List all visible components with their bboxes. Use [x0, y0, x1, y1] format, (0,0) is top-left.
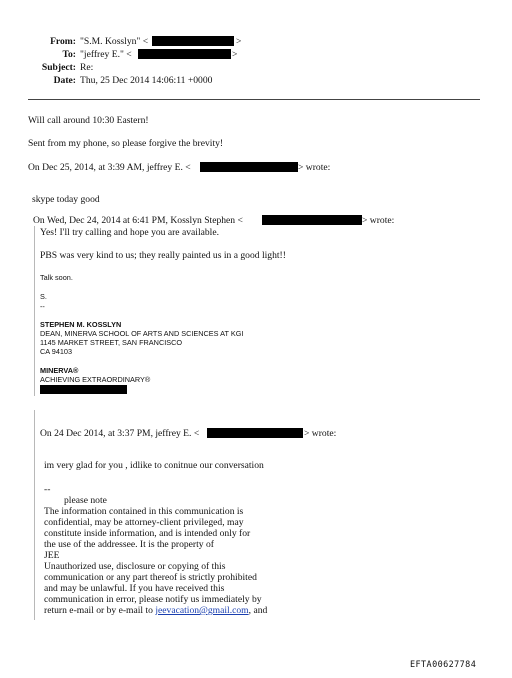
to-close-bracket: > [232, 49, 238, 60]
date-value: Thu, 25 Dec 2014 14:06:11 +0000 [80, 75, 213, 86]
sig-initial: S. [40, 292, 47, 301]
disclaimer-last-line [44, 605, 267, 616]
disclaimer-line: the use of the addressee. It is the property of [44, 539, 214, 550]
quote-bar [34, 226, 35, 396]
quote-header-2-suffix: > wrote: [362, 215, 395, 226]
disclaimer-line: confidential, may be attorney-client privileged, may [44, 517, 244, 528]
sig-title: DEAN, MINERVA SCHOOL OF ARTS AND SCIENCES AT KGI [40, 329, 244, 338]
disclaimer-line: The information contained in this communication is [44, 506, 244, 517]
body-line-glad: im very glad for you , idlike to conitnue our conversation [44, 460, 264, 471]
disclaimer-line: Unauthorized use, disclosure or copying of this [44, 561, 226, 572]
sig-address-2: CA 94103 [40, 347, 73, 356]
sig-dash: -- [40, 302, 45, 311]
body-line-yes: Yes! I'll try calling and hope you are available. [40, 227, 219, 238]
email-link[interactable]: jeevacation@gmail.com [155, 605, 249, 616]
body-line-phone: Sent from my phone, so please forgive the brevity! [28, 138, 224, 149]
document-id: EFTA00627784 [410, 660, 477, 670]
redaction-bar [152, 36, 234, 46]
quote-header-1: On Dec 25, 2014, at 3:39 AM, jeffrey E. < [28, 162, 191, 173]
redaction-bar [138, 49, 231, 59]
from-value: "S.M. Kosslyn" < [80, 36, 149, 47]
quote-bar [34, 410, 35, 620]
body-line-talk: Talk soon. [40, 273, 73, 282]
quote-header-3: On 24 Dec 2014, at 3:37 PM, jeffrey E. < [40, 428, 200, 439]
sig-address-1: 1145 MARKET STREET, SAN FRANCISCO [40, 338, 183, 347]
redaction-bar [207, 428, 303, 438]
body-line-call: Will call around 10:30 Eastern! [28, 115, 149, 126]
redaction-bar [262, 215, 362, 225]
disclaimer-line: and may be unlawful. If you have received this [44, 583, 225, 594]
subject-value: Re: [80, 62, 94, 73]
subject-label: Subject: [41, 62, 76, 73]
sig-tagline: ACHIEVING EXTRAORDINARY® [40, 375, 151, 384]
redaction-bar [200, 162, 298, 172]
body-line-dash: -- [44, 484, 51, 495]
disclaimer-last-suffix: , and [248, 605, 268, 616]
to-value: "jeffrey E." < [80, 49, 132, 60]
disclaimer-line: JEE [44, 550, 60, 561]
quote-header-2: On Wed, Dec 24, 2014 at 6:41 PM, Kosslyn Stephen < [33, 215, 243, 226]
sig-name: STEPHEN M. KOSSLYN [40, 320, 122, 329]
quote-header-1-suffix: > wrote: [298, 162, 331, 173]
to-label: To: [62, 49, 76, 60]
sig-org: MINERVA® [40, 366, 79, 375]
header-divider [28, 99, 480, 100]
body-line-pbs: PBS was very kind to us; they really painted us in a good light!! [40, 250, 286, 261]
disclaimer-last-prefix: return e-mail or by e-mail to [44, 605, 156, 616]
date-label: Date: [53, 75, 76, 86]
body-line-note: please note [64, 495, 107, 506]
disclaimer-line: constitute inside information, and is intended only for [44, 528, 251, 539]
disclaimer-line: communication or any part thereof is strictly prohibited [44, 572, 257, 583]
redaction-bar [40, 385, 127, 394]
from-close-bracket: > [236, 36, 242, 47]
quote-header-3-suffix: > wrote: [304, 428, 337, 439]
from-label: From: [50, 36, 76, 47]
body-line-skype: skype today good [32, 194, 100, 205]
disclaimer-line: communication in error, please notify us immediately by [44, 594, 262, 605]
